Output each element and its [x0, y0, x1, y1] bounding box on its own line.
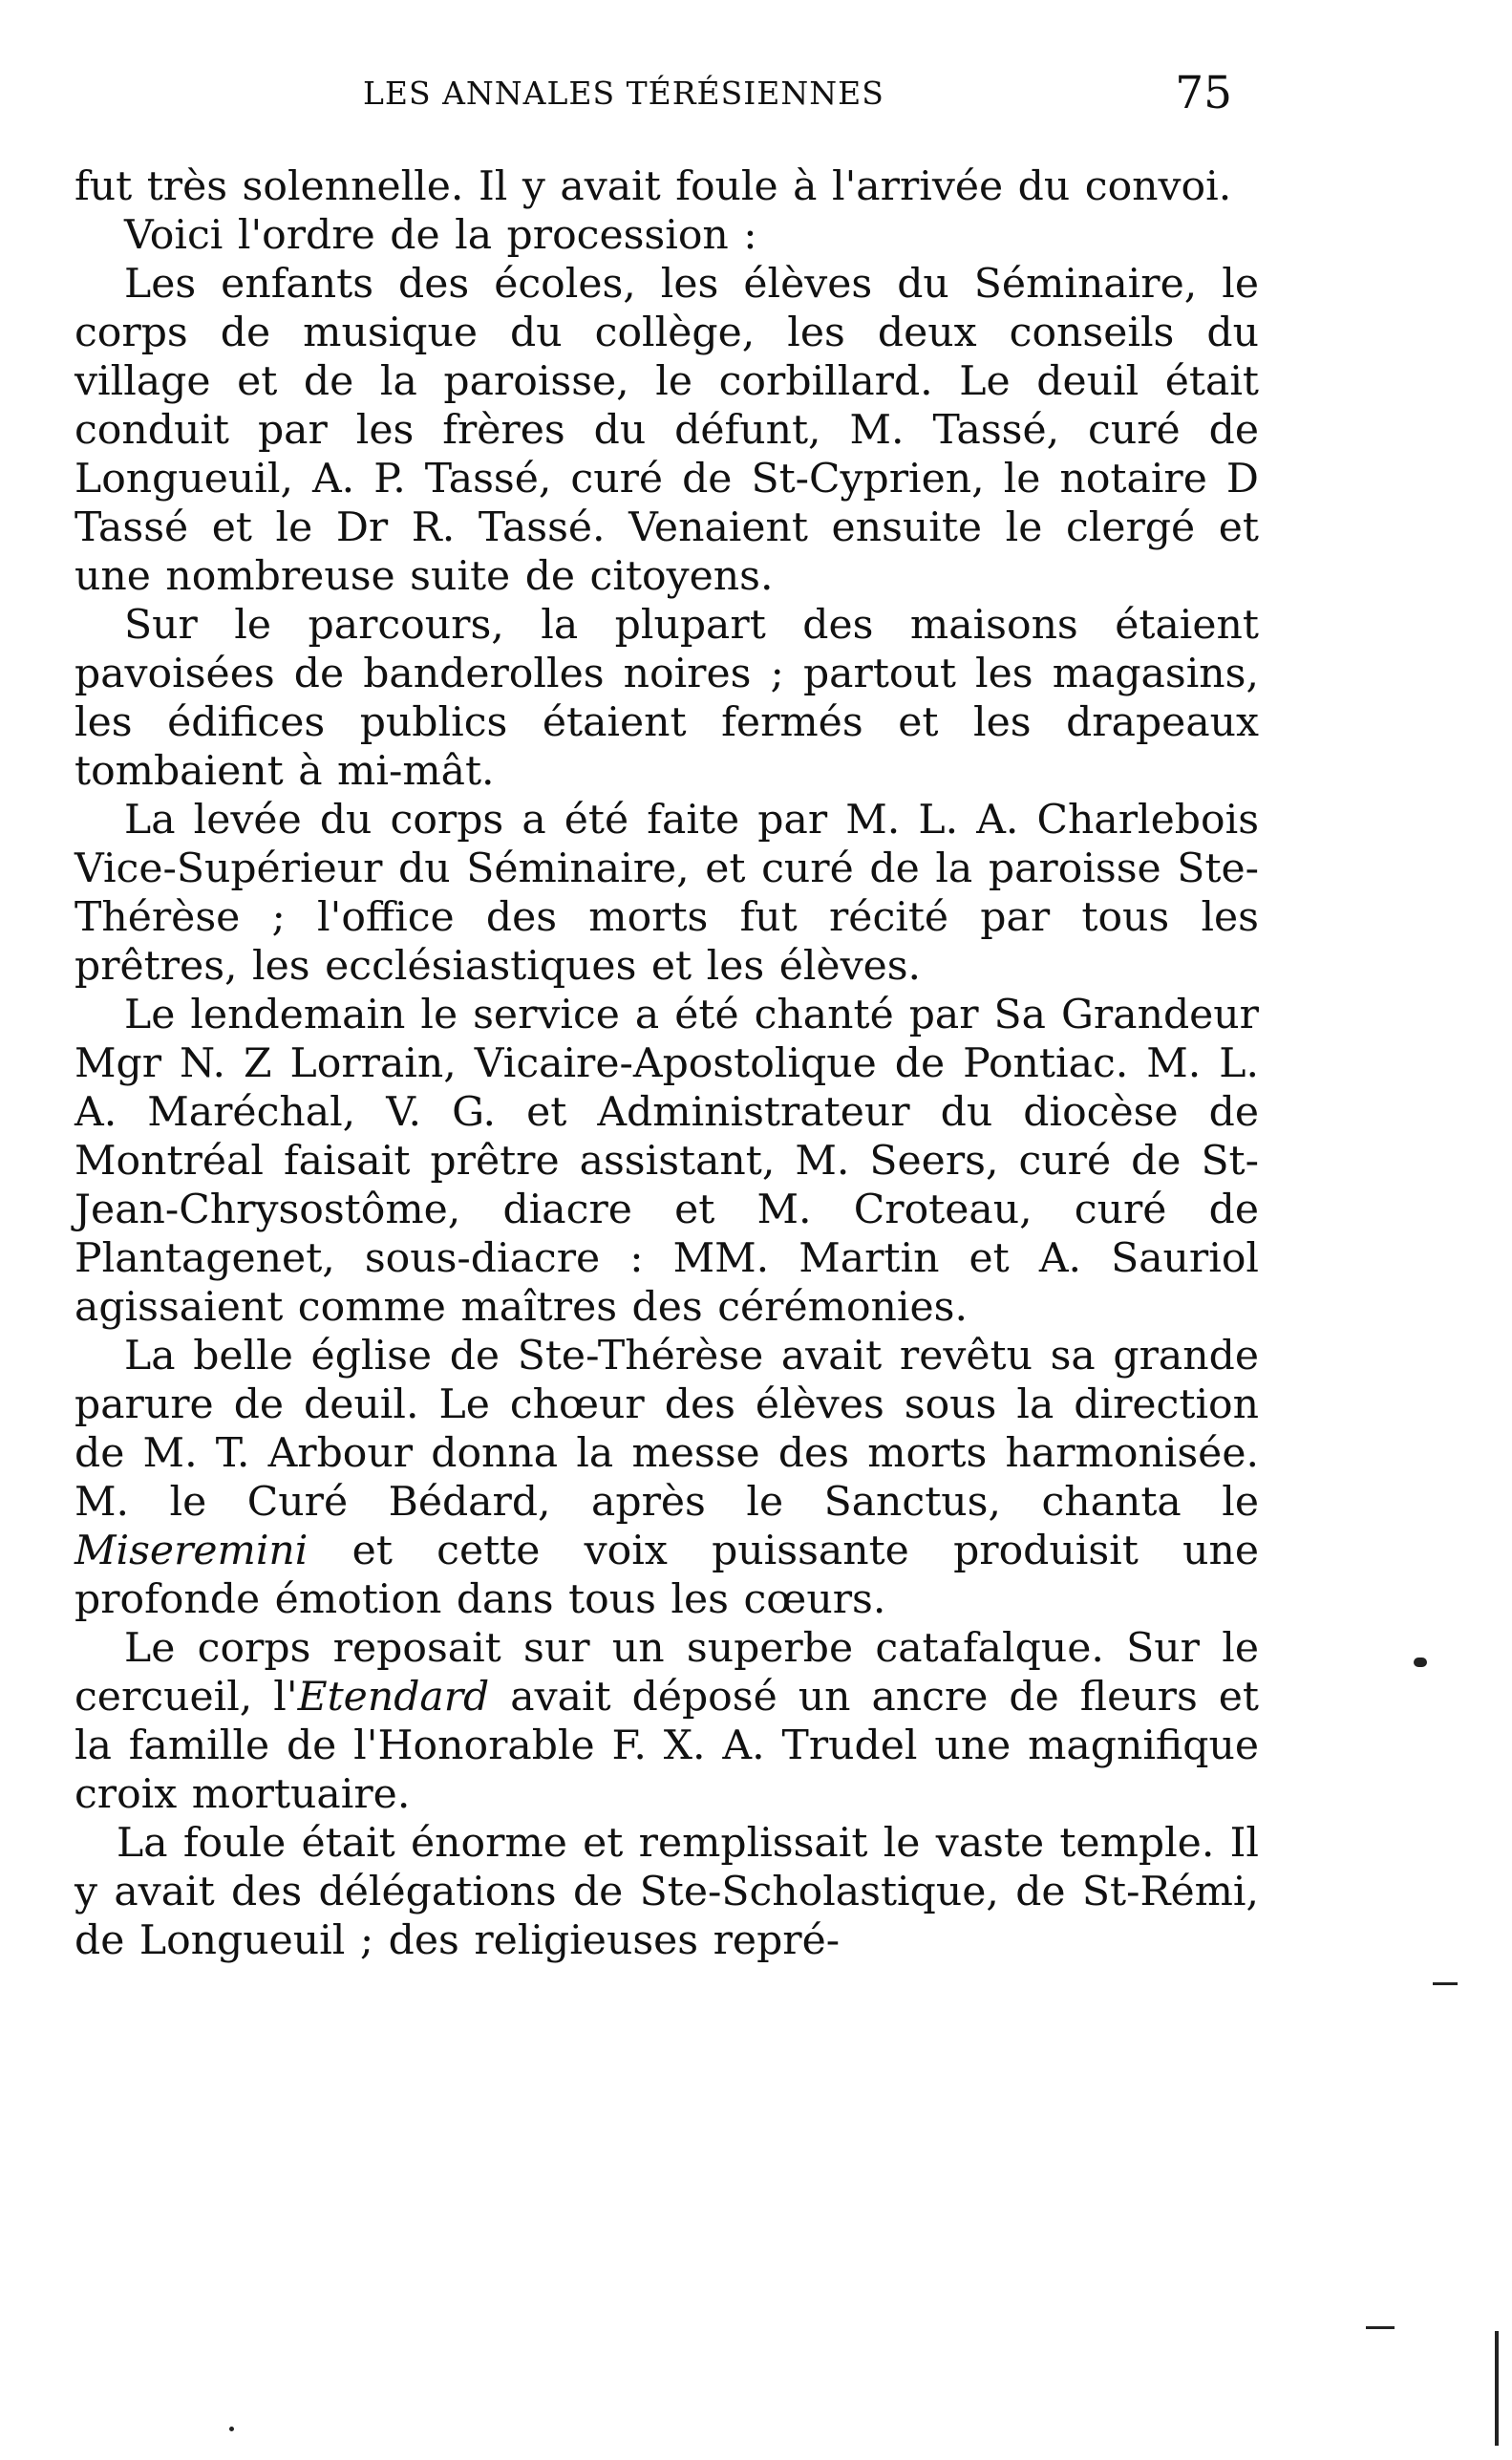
paragraph-8	[75, 1624, 1259, 1819]
scan-speck	[1495, 2331, 1499, 2446]
paragraph-1: fut très solennelle. Il y avait foule à l'arrivée du convoi.	[75, 163, 1232, 210]
scan-speck	[1414, 1658, 1427, 1667]
paragraph-6: Le lendemain le service a été chanté par Sa Grandeur Mgr N. Z Lorrain, Vicaire-Apostolique de Pontiac. M. L. A. Maréchal, V. G. et Administrateur du diocèse de Montréal faisait prêtre assistant, M. Seers, curé de St-Jean-Chrysostôme, diacre et M. Croteau, curé de Plantagenet, sous-diacre : MM. Martin et A. Sauriol agissaient comme maîtres des cérémonies.	[75, 992, 1259, 1331]
scan-speck	[1366, 2326, 1395, 2329]
paragraph-2: Voici l'ordre de la procession :	[124, 212, 757, 259]
scan-speck	[1433, 1982, 1458, 1985]
paragraph-7	[75, 1332, 1259, 1624]
running-title: LES ANNALES TÉRÉSIENNES	[363, 75, 884, 112]
scan-speck	[229, 2427, 234, 2431]
miseremini-italic: Miseremini	[75, 1528, 309, 1574]
running-header	[76, 67, 1251, 124]
paragraph-8-text-a: Le corps reposait sur un superbe catafalque. Sur le cercueil, l'	[75, 1625, 1259, 1721]
paragraph-5: La levée du corps a été faite par M. L. A. Charlebois Vice-Supérieur du Séminaire, et curé de la paroisse Ste-Thérèse ; l'office des morts fut récité par tous les prêtres, les ecclésiastiques et les élèves.	[75, 797, 1259, 990]
page-body	[75, 162, 1259, 1965]
paragraph-7-text-b: et cette voix puissante produisit une profonde émotion dans tous les cœurs.	[75, 1528, 1259, 1623]
paragraph-7-text-a: La belle église de Ste-Thérèse avait revêtu sa grande parure de deuil. Le chœur des élèves sous la direction de M. T. Arbour donna la messe des morts harmonisée. M. le Curé Bédard, après le Sanctus, chanta le	[75, 1333, 1259, 1526]
etendard-italic: Etendard	[297, 1674, 490, 1721]
paragraph-9: La foule était énorme et remplissait le vaste temple. Il y avait des délégations de Ste-Scholastique, de St-Rémi, de Longueuil ; des religieuses repré-	[75, 1820, 1259, 1964]
paragraph-3: Les enfants des écoles, les élèves du Séminaire, le corps de musique du collège, les deux conseils du village et de la paroisse, le corbillard. Le deuil était conduit par les frères du défunt, M. Tassé, curé de Longueuil, A. P. Tassé, curé de St-Cyprien, le notaire D Tassé et le Dr R. Tassé. Venaient ensuite le clergé et une nombreuse suite de citoyens.	[75, 261, 1259, 600]
paragraph-4: Sur le parcours, la plupart des maisons étaient pavoisées de banderolles noires ; partout les magasins, les édifices publics étaient fermés et les drapeaux tombaient à mi-mât.	[75, 602, 1259, 795]
paragraph-8-text-b: avait déposé un ancre de fleurs et la famille de l'Honorable F. X. A. Trudel une magnifique croix mortuaire.	[75, 1674, 1259, 1818]
page-number: 75	[1175, 67, 1232, 119]
